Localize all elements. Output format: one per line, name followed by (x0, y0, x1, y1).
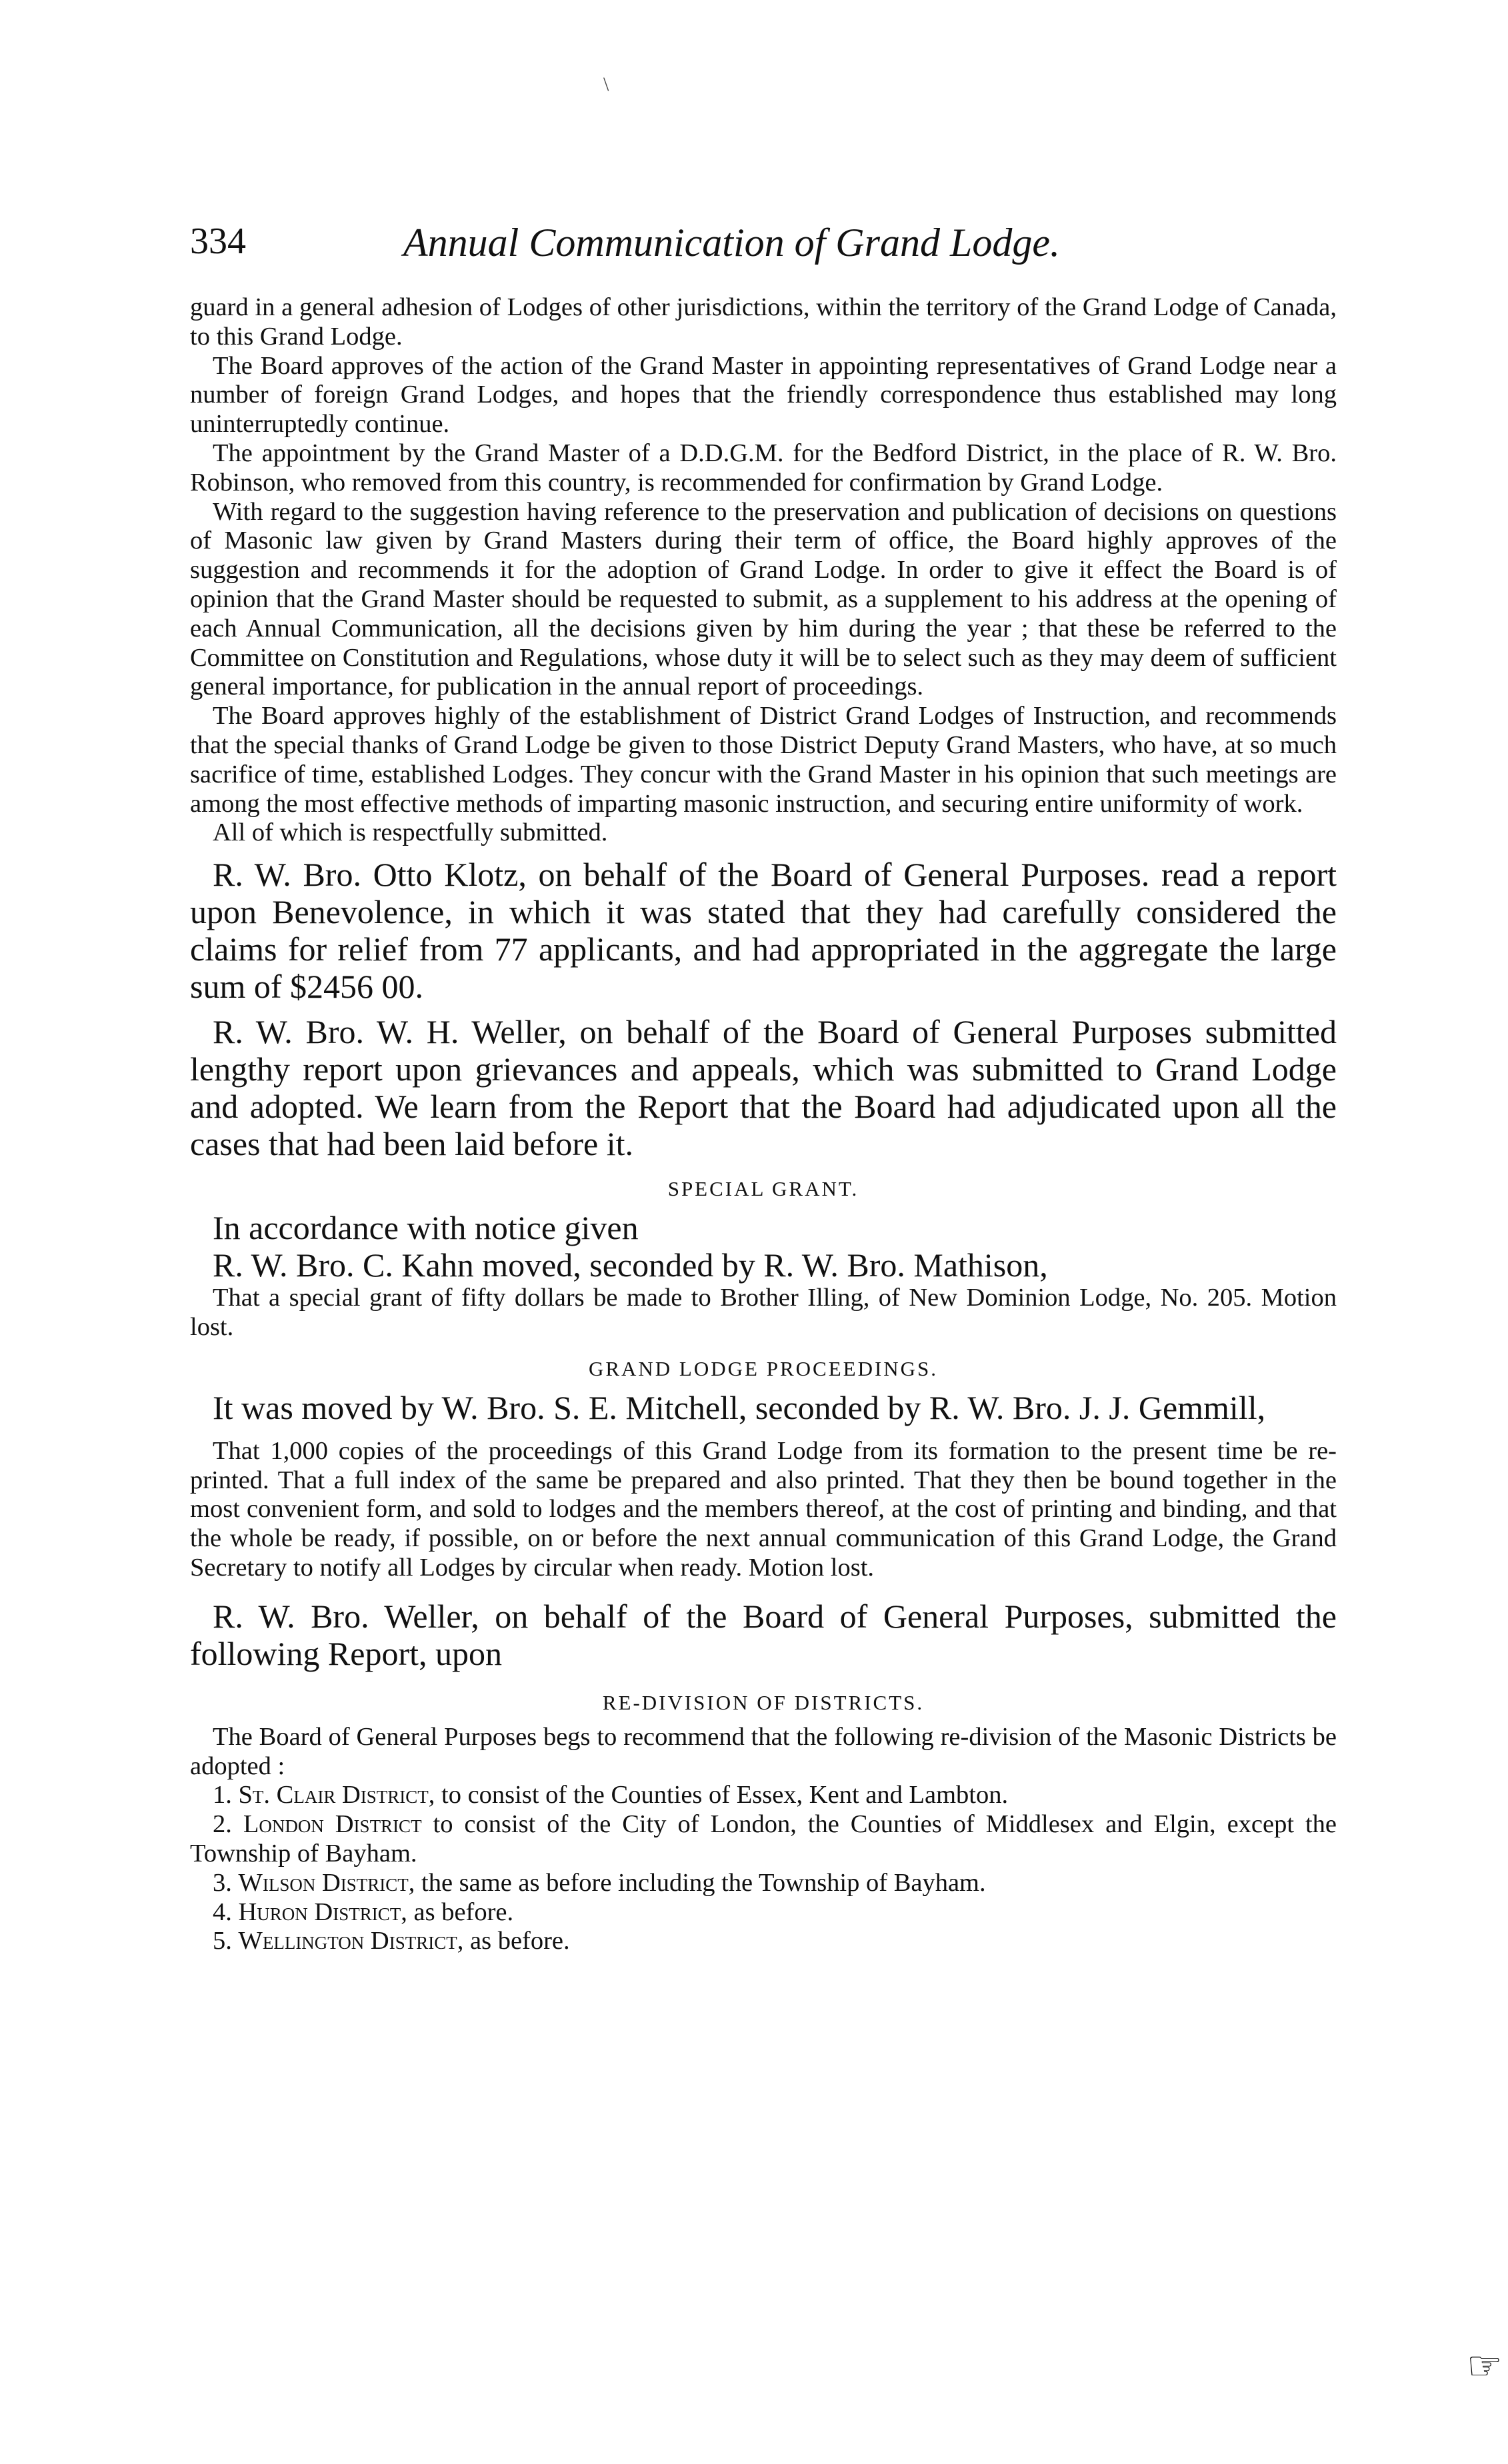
district-name: Wellington District, (238, 1927, 464, 1955)
special-grant-motion (190, 1284, 1337, 1342)
grievances-paragraph: R. W. Bro. W. H. Weller, on behalf of the Board of General Purposes submitted lengthy report upon grievances and appeals, which was submitted to Grand Lodge and adopted. We learn from the Report that the Board had adjudicated upon all the cases that had been laid before it. (190, 1013, 1337, 1163)
weller-report-paragraph: R. W. Bro. Weller, on behalf of the Board of General Purposes, submitted the following Report, upon (190, 1597, 1337, 1672)
district-name: St. Clair District, (238, 1781, 435, 1810)
list-item (190, 1898, 1337, 1927)
proceedings-heading: GRAND LODGE PROCEEDINGS. (588, 1356, 939, 1380)
paragraph: That 1,000 copies of the proceedings of this Grand Lodge from its formation to the present time be re-printed. That a full index of the same be prepared and also printed. That they then be bound together in the most convenient form, and sold to lodges and the members thereof, at the cost of printing and binding, and that the whole be ready, if possible, on or before the next annual communication of this Grand Lodge, the Grand Secretary to notify all Lodges by circular when ready. Motion lost. (190, 1436, 1337, 1582)
redivision-intro (190, 1723, 1337, 1782)
paragraph: The Board approves highly of the establishment of District Grand Lodges of Instruction, and recommends that the special thanks of Grand Lodge be given to those District Deputy Grand Masters, who have, at so much sacrifice of time, established Lodges. They concur with the Grand Master in his opinion that such meetings are among the most effective methods of imparting masonic instruction, and securing entire uniformity of work. (190, 702, 1337, 818)
item-number: 3. (213, 1868, 232, 1897)
list-item (190, 1810, 1337, 1869)
district-name: Wilson District, (238, 1868, 415, 1897)
special-grant-heading: SPECIAL GRANT. (667, 1177, 859, 1201)
proceedings-motion (190, 1437, 1337, 1583)
district-description: the same as before including the Township of Bayham. (415, 1868, 986, 1897)
page (190, 213, 1337, 1956)
paragraph: guard in a general adhesion of Lodges of other jurisdictions, within the territory of the Grand Lodge of Canada, to this Grand Lodge. (190, 293, 1337, 351)
paragraph: The Board of General Purposes begs to recommend that the following re-division of the Masonic Districts be adopted : (190, 1722, 1337, 1780)
district-list (190, 1781, 1337, 1956)
item-number: 2. (213, 1810, 232, 1839)
paragraph: With regard to the suggestion having reference to the preservation and publication of decisions on questions of Masonic law given by Grand Masters during their term of office, the Board highly approves of the suggestion and recommends it for the adoption of Grand Lodge. In order to give it effect the Board is of opinion that the Grand Master should be requested to submit, as a supplement to his address at the opening of each Annual Communication, all the decisions given by him during the year ; that these be referred to the Committee on Constitution and Regulations, whose duty it will be to select such as they may deem of sufficient general importance, for publication in the annual report of proceedings. (190, 497, 1337, 701)
district-name: London District (243, 1810, 422, 1839)
running-title: Annual Communication of Grand Lodge. (403, 221, 1060, 265)
mitchell-motion-line: It was moved by W. Bro. S. E. Mitchell, seconded by R. W. Bro. J. J. Gemmill, (213, 1388, 1266, 1426)
district-description: as before. (463, 1927, 570, 1955)
list-item (190, 1781, 1337, 1810)
item-number: 4. (213, 1897, 232, 1926)
item-number: 1. (213, 1781, 232, 1810)
list-item (190, 1869, 1337, 1898)
district-description: to consist of the City of London, the Counties of Middlesex and Elgin, except the Township of Bayham. (190, 1810, 1337, 1867)
running-head (190, 213, 1337, 293)
benevolence-paragraph: R. W. Bro. Otto Klotz, on behalf of the Board of General Purposes. read a report upon Benevolence, in which it was stated that they had carefully considered the claims for relief from 77 applicants, and had appropriated in the aggregate the large sum of $2456 00. (190, 856, 1337, 1006)
redivision-heading: RE-DIVISION OF DISTRICTS. (602, 1690, 925, 1714)
district-description: to consist of the Counties of Essex, Kent and Lambton. (435, 1781, 1009, 1810)
stray-mark: \ (603, 73, 609, 95)
paragraph: The Board approves of the action of the Grand Master in appointing representatives of Grand Lodge near a number of foreign Grand Lodges, and hopes that the friendly correspondence thus established may long uninterruptedly continue. (190, 351, 1337, 439)
notice-line: In accordance with notice given (213, 1209, 639, 1247)
district-name: Huron District, (238, 1897, 407, 1926)
paragraph: All of which is respectfully submitted. (213, 818, 608, 847)
paragraph: That a special grant of fifty dollars be made to Brother Illing, of New Dominion Lodge, No. 205. Motion lost. (190, 1284, 1337, 1341)
page-number: 334 (190, 221, 246, 262)
district-description: as before. (407, 1897, 514, 1926)
kahn-motion-line: R. W. Bro. C. Kahn moved, seconded by R. W. Bro. Mathison, (213, 1246, 1048, 1284)
list-item (190, 1927, 1337, 1956)
board-report-continuation (190, 293, 1337, 848)
paragraph: The appointment by the Grand Master of a D.D.G.M. for the Bedford District, in the place of R. W. Bro. Robinson, who removed from this country, is recommended for confirmation by Grand Lodge. (190, 439, 1337, 497)
pointing-hand-icon: ☞ (1467, 2344, 1503, 2388)
item-number: 5. (213, 1927, 232, 1955)
